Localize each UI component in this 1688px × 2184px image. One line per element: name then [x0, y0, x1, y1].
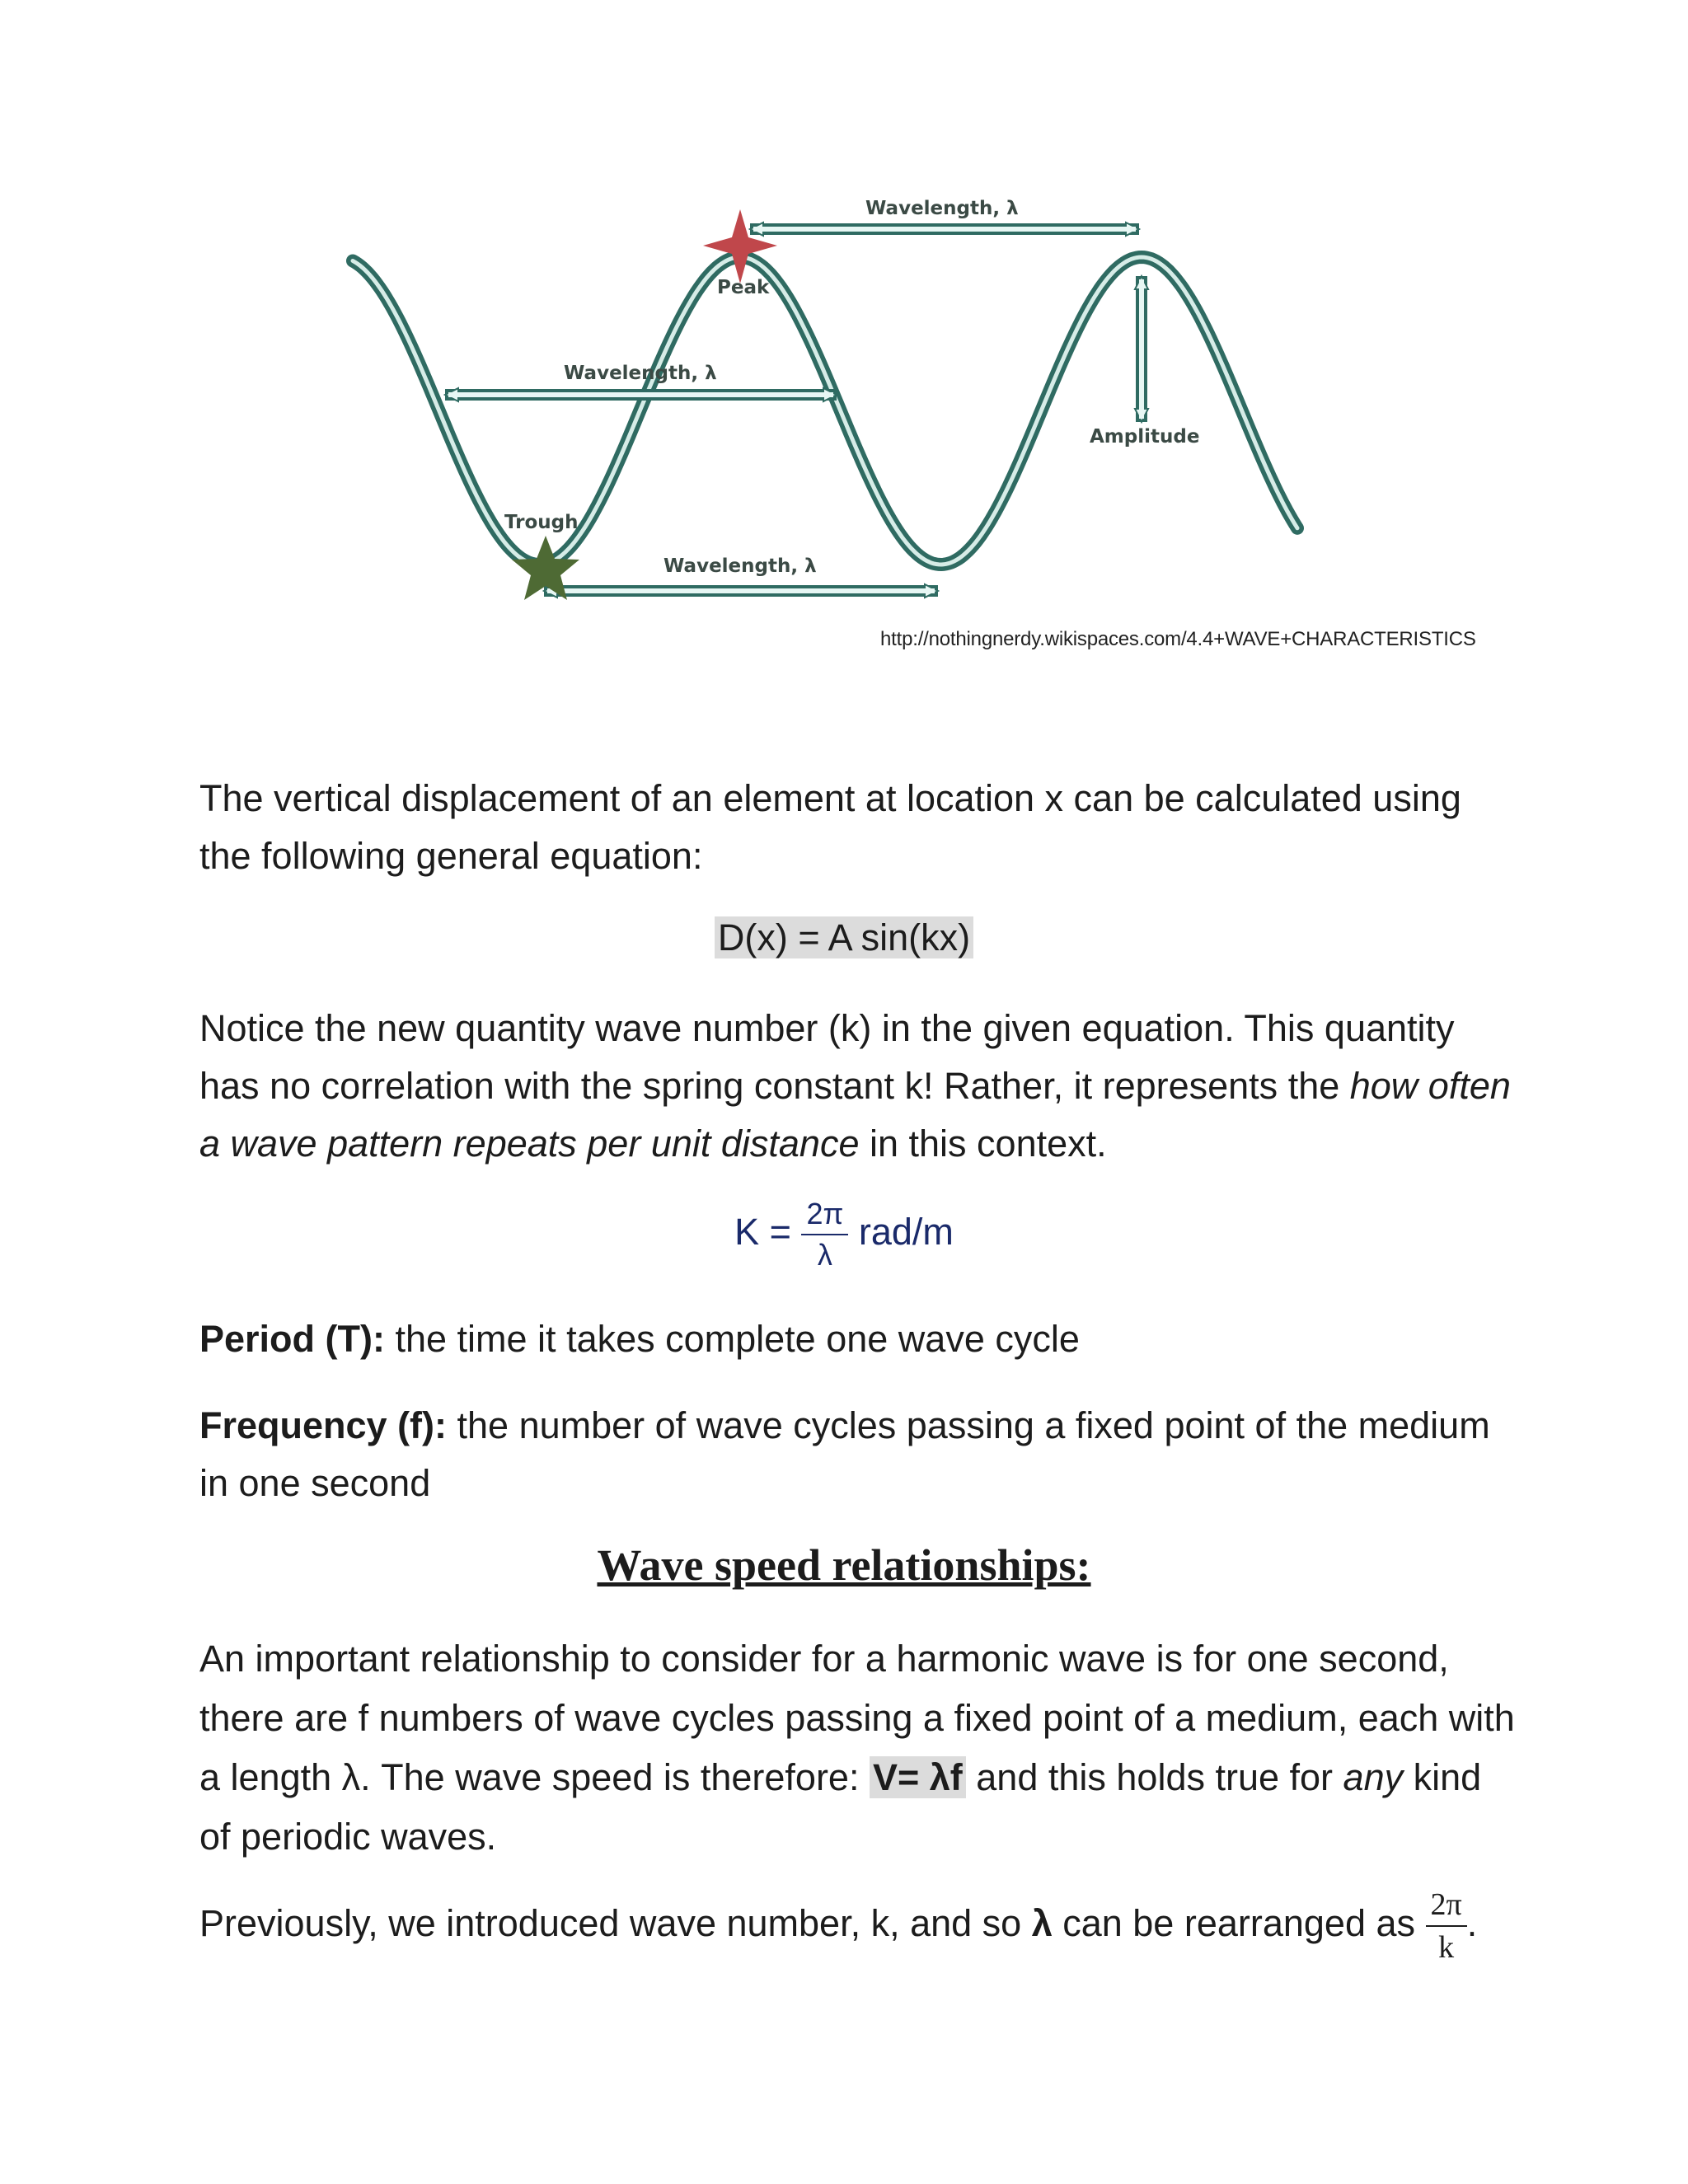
wave-number-text: Notice the new quantity wave number (k) in the given equation. This quantity has no correlation with the spring constant k! Rather, it represents the — [199, 1007, 1455, 1107]
rearrange-text: Previously, we introduced wave number, k, and so — [199, 1901, 1032, 1944]
definition-period — [199, 1310, 1518, 1368]
section-heading: Wave speed relationships: — [597, 1540, 1091, 1590]
label-trough: Trough — [504, 512, 579, 533]
wave-speed-text: An important relationship to consider for a harmonic wave is for one second, there are f numbers of wave cycles passing a fixed point of a medium, each with a length λ. The wave speed is therefore: — [199, 1638, 1515, 1798]
equation-displacement-text: D(x) = A sin(kx) — [715, 916, 973, 958]
wave-speed-text-2: and this holds true for — [965, 1756, 1343, 1798]
sine-wave — [353, 257, 1297, 565]
figure-source-url: http://nothingnerdy.wikispaces.com/4.4+WAVE+CHARACTERISTICS — [880, 628, 1476, 650]
frequency-term: Frequency (f): — [199, 1404, 448, 1446]
label-wavelength-bottom: Wavelength, λ — [663, 555, 817, 577]
label-wavelength-top: Wavelength, λ — [865, 198, 1019, 219]
wave-speed-italic: any — [1343, 1756, 1404, 1798]
label-wavelength-middle: Wavelength, λ — [564, 363, 717, 384]
wave-number-italic: how often a wave pattern repeats per unit distance — [199, 1065, 1511, 1165]
rearrange-text-2: can be rearranged as — [1052, 1901, 1416, 1944]
wave-diagram — [0, 0, 1688, 701]
k-equation-denominator: λ — [817, 1238, 832, 1272]
definition-frequency — [199, 1397, 1518, 1512]
paragraph-wave-number — [199, 1000, 1518, 1173]
rearrange-lambda: λ — [1031, 1901, 1053, 1944]
period-term: Period (T): — [199, 1318, 385, 1360]
rearrange-fraction — [1426, 1889, 1467, 1963]
wave-number-text-end: in this context. — [859, 1122, 1107, 1165]
label-peak: Peak — [717, 277, 770, 298]
paragraph-displacement: The vertical displacement of an element at location x can be calculated using the following general equation: — [199, 777, 1461, 877]
k-equation-lhs: K = — [734, 1210, 791, 1253]
k-equation-fraction — [801, 1199, 848, 1270]
k-equation-numerator: 2π — [801, 1199, 848, 1235]
label-amplitude: Amplitude — [1090, 426, 1200, 448]
frequency-definition: the number of wave cycles passing a fixed point of the medium in one second — [199, 1404, 1490, 1504]
period-definition: the time it takes complete one wave cycle — [384, 1318, 1080, 1360]
rearrange-end: . — [1466, 1901, 1478, 1944]
equation-wave-number — [0, 1199, 1688, 1270]
rearrange-numerator: 2π — [1426, 1889, 1467, 1927]
rearrange-denominator: k — [1438, 1930, 1455, 1965]
k-equation-unit: rad/m — [858, 1210, 954, 1253]
equation-displacement — [0, 916, 1688, 959]
paragraph-wave-speed — [199, 1629, 1518, 1867]
paragraph-rearrange — [199, 1889, 1559, 1963]
wave-speed-formula: V= λf — [870, 1756, 966, 1798]
wave-speed-text-3: kind of periodic waves. — [199, 1756, 1482, 1858]
